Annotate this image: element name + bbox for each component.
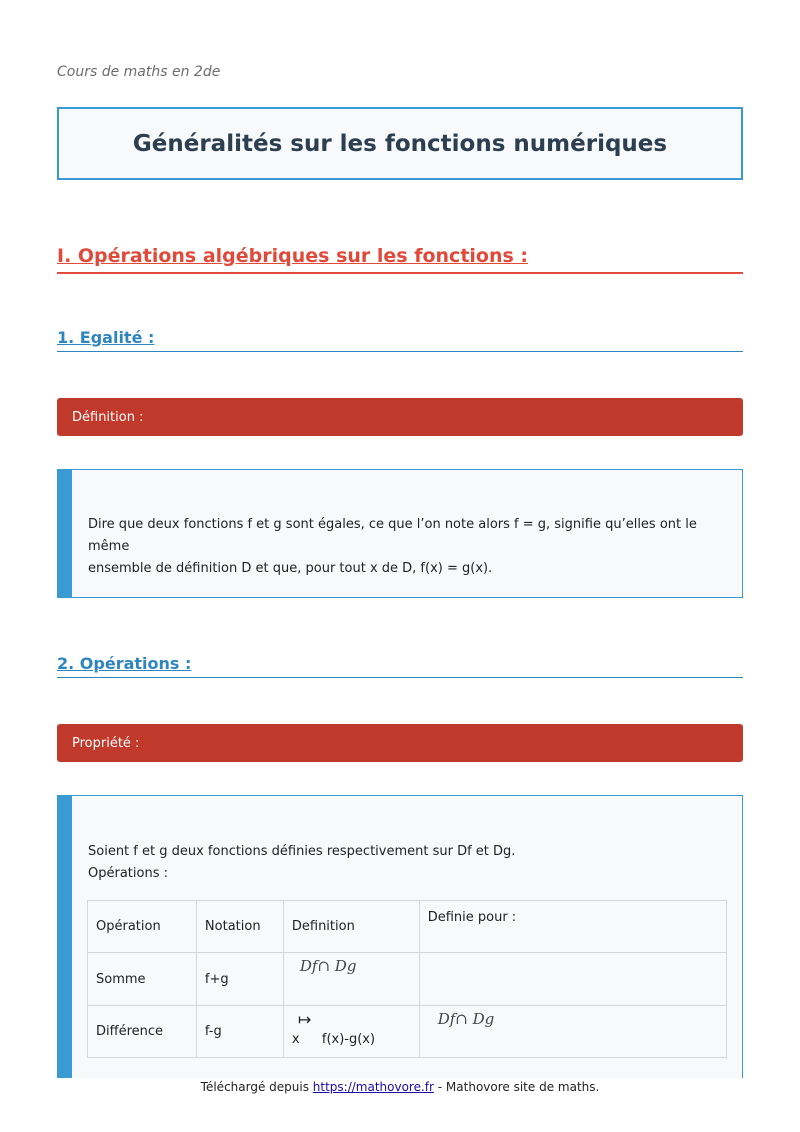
table-row xyxy=(88,1006,727,1058)
table-header-cell: Definie pour : xyxy=(419,901,726,953)
table-cell xyxy=(419,953,726,1006)
table-cell: f+g xyxy=(196,953,283,1006)
table-cell xyxy=(283,1006,419,1058)
definition-bar xyxy=(57,398,743,436)
property-text-line: Opérations : xyxy=(88,866,168,881)
table-cell: Somme xyxy=(88,953,197,1006)
page-title-box xyxy=(57,107,743,180)
subsection-heading-operations: 2. Opérations : xyxy=(57,654,743,678)
subsection-heading-egalite: 1. Egalité : xyxy=(57,328,743,352)
math-variable: x xyxy=(291,1032,300,1047)
math-expression: Df∩ Dg xyxy=(437,1010,495,1028)
section-heading: I. Opérations algébriques sur les fonctions : xyxy=(57,245,743,274)
operations-table xyxy=(87,900,727,1058)
table-header-cell: Opération xyxy=(88,901,197,953)
footer-suffix: - Mathovore site de maths. xyxy=(433,1080,600,1094)
table-cell: Différence xyxy=(88,1006,197,1058)
math-expression: Df∩ Dg xyxy=(299,957,357,975)
property-bar xyxy=(57,724,743,762)
page-footer xyxy=(0,1078,800,1132)
definition-bar-label: Définition : xyxy=(72,409,144,425)
definition-card xyxy=(57,469,743,598)
table-cell xyxy=(283,953,419,1006)
property-text-line: Soient f et g deux fonctions définies respectivement sur Df et Dg. xyxy=(88,844,516,859)
table-row xyxy=(88,953,727,1006)
footer-prefix: Téléchargé depuis xyxy=(200,1080,313,1094)
table-header-row xyxy=(88,901,727,953)
definition-text-line: ensemble de définition D et que, pour tout x de D, f(x) = g(x). xyxy=(88,561,493,576)
page-title: Généralités sur les fonctions numériques xyxy=(132,130,668,157)
table-cell xyxy=(419,1006,726,1058)
property-bar-label: Propriété : xyxy=(72,735,140,751)
definition-text-line: Dire que deux fonctions f et g sont égales, ce que l’on note alors f = g, signifie qu’elles ont le même xyxy=(88,517,697,554)
course-label: Cours de maths en 2de xyxy=(57,64,221,80)
footer-link[interactable]: https://mathovore.fr xyxy=(312,1080,434,1094)
table-cell: f-g xyxy=(196,1006,283,1058)
table-header-cell: Definition xyxy=(283,901,419,953)
table-header-cell: Notation xyxy=(196,901,283,953)
math-expression: f(x)-g(x) xyxy=(321,1032,376,1047)
maps-to-icon: ↦ xyxy=(297,1010,312,1029)
